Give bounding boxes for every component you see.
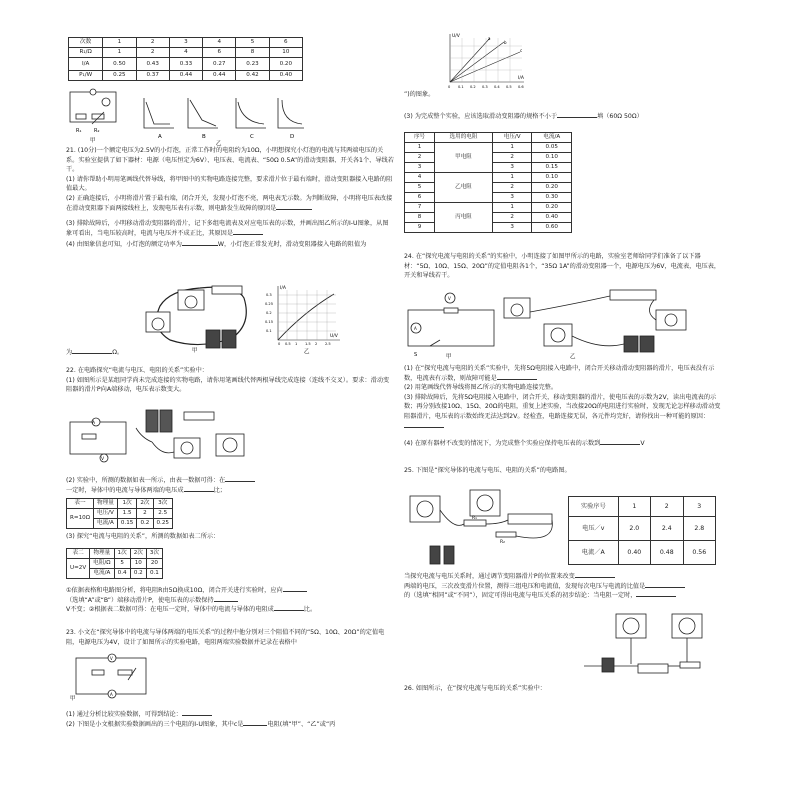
svg-text:V: V: [101, 457, 105, 462]
q23-x-tick: 0.2: [470, 85, 476, 89]
svg-text:V: V: [110, 656, 113, 661]
q23-part2: (2) 下图是小文根据实验数据画出的三个电阻的I-U图象，其中c是: [66, 720, 244, 728]
r2-label: R₂: [94, 128, 100, 134]
q21-y-tick: 0.2: [266, 311, 272, 315]
svg-text:A: A: [110, 692, 113, 697]
q21-x-tick: 1.5: [305, 342, 311, 346]
q23-graph-x-label: I/A: [518, 76, 524, 81]
svg-text:A: A: [414, 326, 417, 331]
q22-part4-block: ①依据表格和电路图分析，将电阻R由5Ω换成10Ω，闭合开关进行实验时，应向 （选填“A”或“B”）端移动滑片P，使电压表的示数保持 V不变；②根据表二数据可得：在电压一定时，导体中的电流与导体的电阻成 比。: [66, 587, 317, 614]
q21-part3: (3) 排除故障后，小明移动滑动变阻器的滑片，记下多组电流表及对应电压表的示数，并画出图乙所示的I-U图象，从图象可看出，当电压较高时，电流与电压并不成正比，其原因是: [66, 220, 389, 237]
q23-curve-label: c: [520, 48, 523, 53]
q25-r2-label: R₂: [500, 540, 505, 545]
q21-apparatus-figure-jia: [140, 278, 260, 354]
q22-part2: (2) 实验中，所测的数据如表一所示，由表一数据可得：在: [66, 477, 226, 484]
option-c-label: C: [250, 134, 254, 140]
svg-text:A: A: [92, 421, 96, 426]
svg-text:S: S: [414, 352, 418, 358]
option-a-label: A: [158, 134, 162, 140]
q21-y-tick: 0.3: [266, 293, 272, 297]
r1-label: R₁: [76, 128, 82, 134]
q21-part4: (4) 由图象信息可知，小灯泡的额定功率为: [66, 241, 182, 249]
fig-label-yi: 乙: [216, 141, 222, 146]
q25-answer-blank-3[interactable]: [636, 596, 676, 597]
question-21: 21. (10分)一个额定电压为2.5V的小灯泡，正常工作时的电阻约为10Ω，小明想探究小灯泡的电流与其两端电压的关系。实验室提供了如下器材：电源（电压恒定为6V）、电压表、电流表、“50Ω 0.5A”的滑动变阻器、开关各1个、导线若干。 (1) 请你帮助小明用笔画线代替导线，将甲图中的实物电路连接完整，要求滑片位于最右端时，滑动变阻器接入电路的阻值最大。 (2) 正确连接后，小明将滑片置于最右端，闭合开关，发现小灯泡不亮，两电表无示数。为判断故障，小明将电压表改接在滑动变阻器下面两接线柱上，发现电压表有示数，则电路发生故障的原因是 (3) 排除故障后，小明移动滑动变阻器的滑片，记下多组电流表及对应电压表的示数，并画出图乙所示的I-U图象，从图象可看出，当电压较高时，电流与电压并不成正比，其原因是 (4) 由图象信息可知，小灯泡的额定功率为 W，小灯泡正常发光时，滑动变阻器接入电路的阻值为: [66, 147, 394, 249]
q23-answer-blank-1[interactable]: [182, 715, 212, 716]
q24-stem: 24. 在“探究电流与电阻的关系”的实验中，小明连接了如图甲所示的电路，实验室老师给同学们准备了以下器材：“5Ω、10Ω、15Ω、20Ω”的定值电阻各1个，“35Ω 1A”的滑动变阻器一个，电源电压为6V，电流表，电压表，开关和导线若干。: [404, 253, 721, 280]
q25-stem: 25. 下图是“探究导体的电流与电压、电阻的关系”的电路图。: [404, 467, 571, 474]
q22-table-2-condition: U=2V: [67, 559, 90, 579]
q24-answer-blank-4[interactable]: [600, 444, 640, 445]
q21-graph-y-label: I/A: [280, 286, 286, 291]
q22-table-1-title: 表一: [67, 499, 94, 509]
q21-x-tick: 1: [295, 342, 298, 346]
q24-fig-label-yi: 乙: [570, 354, 576, 360]
question-22: [66, 366, 394, 395]
q23-x-tick: 0.6: [518, 85, 524, 89]
q21-answer-blank-3[interactable]: [233, 234, 263, 235]
q23-answer-blank-3[interactable]: [557, 117, 597, 118]
q22-part2-block: (2) 实验中，所测的数据如表一所示，由表一数据可得：在 一定时，导体中的电流与导体两端的电压成 比；: [66, 476, 394, 495]
question-24: [404, 252, 724, 281]
q21-answer-blank-4a[interactable]: [182, 245, 218, 246]
q23-parts: (1) 通过分析比较实验数据，可得到结论： (2) 下图是小文根据实验数据画出的三个电阻的I-U图象，其中c是 电阻(填“甲”、“乙”或“丙: [66, 711, 336, 728]
q22-answer-blank-2a[interactable]: [225, 481, 255, 482]
q22-table-1-condition: R=10Ω: [67, 509, 94, 529]
table-header: P₁/W: [69, 71, 103, 81]
q23-data-table: 序号 选用的电阻 电压/V 电流/A 1 甲电阻 1 0.05 2 2 0.10 3 3 0.15 4 乙电阻 1 0.10 5 2 0.20 6 3 0.30 7 丙电阻 1 0.20 8 2 0.40 9 3 0.60: [404, 132, 572, 233]
q21-y-tick: 0.25: [265, 302, 274, 306]
q25-answer-blank-2[interactable]: [645, 587, 685, 588]
question-23: [66, 628, 394, 647]
q23-graph-y-label: U/V: [452, 34, 460, 39]
q25-part1: 当探究电流与电压关系时，通过调节变阻器滑片P的位置来改变: [404, 573, 575, 580]
q22-part4: ①依据表格和电路图分析，将电阻R由5Ω换成10Ω，闭合开关进行实验时，应向: [66, 587, 283, 594]
q21-iu-graph: [264, 282, 344, 354]
q23-part3: (3) 为完成整个实验，应该选取滑动变阻器的规格不小于: [404, 113, 558, 120]
q22-stem: 22. 在电路探究“电流与电压、电阻的关系”实验中：: [66, 367, 208, 374]
top-data-table: 次数 1 2 3 4 5 6 R₁/Ω 1 2 4 6 8 10 I/A 0.50 0.43 0.33 0.27 0.23 0.20 P₁/W 0.25 0.37 0.44 0.44 0.42 0.40: [68, 37, 303, 81]
q22-answer-blank-4a[interactable]: [283, 591, 307, 592]
fig-label-jia: 甲: [90, 138, 96, 144]
table-header: I/A: [69, 58, 103, 71]
q21-part2: (2) 正确连接后，小明将滑片置于最右端，闭合开关，发现小灯泡不亮，两电表无示数。为判断故障，小明将电压表改接在滑动变阻器下面两接线柱上，发现电压表有示数，则电路发生故障的原因是: [66, 195, 393, 212]
q23-answer-blank-2[interactable]: [243, 725, 267, 726]
q22-table-2-title: 表二: [67, 549, 90, 559]
q25-data-table: 实验序号 1 2 3 电压／v 2.0 2.4 2.8 电流／A 0.40 0.48 0.56: [568, 496, 716, 565]
q23-x-tick: 0.1: [458, 85, 464, 89]
q23-x-tick: 0.4: [494, 85, 500, 89]
q21-fig-label-jia: 甲: [192, 348, 198, 354]
q24-fig-label-jia: 甲: [446, 354, 452, 360]
q25-r1-label: R₁: [472, 516, 477, 521]
q22-answer-blank-2b[interactable]: [184, 491, 214, 492]
q23-part1: (1) 通过分析比较实验数据，可得到结论：: [66, 711, 182, 718]
q24-part3: (3) 排除故障后，先将5Ω电阻接入电路中，闭合开关，移动变阻器的滑片，使电压表的示数为2V，读出电流表的示数；再分别改接10Ω、15Ω、20Ω的电阻，重复上述实验，当改接20Ω的电阻进行实验时，发现无论怎样移动滑动变阻器滑片，电压表的示数始终无法达到2V。经检查，电路连接无误，各元件均完好，请你找出一种可能的原因：: [404, 393, 721, 421]
q21-x-tick: 2.5: [325, 342, 331, 346]
q25-parts: 当探究电流与电压关系时，通过调节变阻器滑片P的位置来改变 两端的电压，三次改变滑片位置，测得三组电压和电流值，发现每次电压与电流的比值是 的（选填“相同”或“不同”），固定可得出电流与电压关系的初步结论：当电阻一定时，: [404, 572, 724, 601]
q22-table-1-wrapper: [66, 498, 173, 529]
q22-part1: (1) 如图所示是某组同学尚未完成连接的实物电路，请你用笔画线代替两根导线完成连接（连线不交叉）。要求：滑动变阻器的滑片P向A端移动，电压表示数变大。: [66, 376, 390, 394]
q21-x-tick: 2: [315, 342, 318, 346]
q24-circuit-figures: [404, 284, 714, 360]
q22-answer-blank-4b[interactable]: [214, 601, 238, 602]
q23-stem: 23. 小文在“探究导体中的电流与导体两端的电压关系”的过程中他分别对三个阻值不同的“5Ω、10Ω、20Ω”的定值电阻，电源电压为4V，设计了如图所示的实验电路，电阻两端实验数据并记录在表格中: [66, 629, 385, 646]
q21-answer-blank-2[interactable]: [276, 209, 312, 210]
q23-iu-graph: [434, 30, 534, 96]
q23-curve-label: b: [504, 40, 507, 45]
q21-resistance-blank-prefix: 为: [66, 349, 73, 356]
q23-x-tick: 0.3: [482, 85, 488, 89]
option-d-label: D: [290, 134, 295, 140]
q22-table-1: 表一 物理量 1次 2次 3次 R=10Ω 电压/V 1.5 2 2.5 电流/A 0.15 0.2 0.25: [66, 498, 173, 529]
q24-part1: (1) 在“探究电流与电阻的关系”实验中，先将5Ω电阻接入电路中，闭合开关移动滑动变阻器的滑片，电压表没有示数，电流表有示数，则故障可能是: [404, 365, 715, 382]
q21-y-tick: 0.15: [265, 320, 274, 324]
option-b-label: B: [202, 134, 206, 140]
q24-answer-blank-3[interactable]: [404, 427, 444, 428]
q21-answer-blank-4b[interactable]: [72, 353, 112, 354]
q24-parts: (1) 在“探究电流与电阻的关系”实验中，先将5Ω电阻接入电路中，闭合开关移动滑动变阻器的滑片，电压表没有示数，电流表有示数，则故障可能是 (2) 用笔画线代替导线将图乙所示的实物电路连接完整。 (3) 排除故障后，先将5Ω电阻接入电路中，闭合开关，移动变阻器的滑片，使电压表的示数为2V，读出电流表的示数；再分别改接10Ω、15Ω、20Ω的电阻，重复上述实验，当改接20Ω的电阻进行实验时，发现无论怎样移动滑动变阻器滑片，电压表的示数始终无法达到2V。经检查，电路连接无误，各元件均完好，请你找出一种可能的原因： (4) 在原有器材不改变的情况下，为完成整个实验应保持电压表的示数到 V: [404, 364, 724, 449]
svg-text:V: V: [448, 296, 451, 301]
q23-fig-label-jia: 甲: [70, 696, 76, 702]
q25-circuit-figure: [404, 480, 564, 572]
q24-part2: (2) 用笔画线代替导线将图乙所示的实物电路连接完整。: [404, 384, 558, 392]
q23-x-tick: 0: [448, 85, 451, 89]
q21-x-tick: 0.5: [285, 342, 291, 346]
q23-continuation: ”)的图象。: [404, 91, 435, 98]
q23-x-tick: 0.5: [506, 85, 512, 89]
q22-table-2-wrapper: [66, 548, 163, 579]
q21-graph-x-label: U/V: [330, 334, 338, 339]
q22-part3: (3) 探究“电流与电阻的关系”，所测的数据如表二所示：: [66, 533, 220, 540]
q22-answer-blank-4c[interactable]: [274, 610, 304, 611]
q22-circuit-figure: [66, 398, 286, 468]
q21-y-tick: 0.1: [266, 329, 272, 333]
table-header: 次数: [69, 38, 103, 48]
q22-table-2: 表二 物理量 1次 2次 3次 U=2V 电阻/Ω 5 10 20 电流/A 0.4 0.2 0.1: [66, 548, 163, 579]
top-circuit-and-graphs-figure: [66, 88, 306, 146]
q26-apparatus-figure: [580, 610, 720, 690]
q21-fig-label-yi: 乙: [304, 349, 310, 354]
q24-answer-blank-1[interactable]: [497, 379, 537, 380]
table-header: R₁/Ω: [69, 48, 103, 58]
q24-part4: (4) 在原有器材不改变的情况下，为完成整个实验应保持电压表的示数到: [404, 440, 601, 448]
q21-part1: (1) 请你帮助小明用笔画线代替导线，将甲图中的实物电路连接完整，要求滑片位于最右端时，滑动变阻器接入电路的阻值最大。: [66, 175, 393, 193]
q25-answer-blank-1[interactable]: [575, 577, 615, 578]
q23-circuit-figure: [66, 652, 166, 702]
q26-stem: 26. 如图所示，在“探究电流与电压的关系”实验中：: [404, 685, 546, 692]
q21-stem: 21. (10分)一个额定电压为2.5V的小灯泡，正常工作时的电阻约为10Ω，小明想探究小灯泡的电流与其两端电压的关系。实验室提供了如下器材：电源（电压恒定为6V）、电压表、电流表、“50Ω 0.5A”的滑动变阻器、开关各1个、导线若干。: [66, 147, 394, 174]
q23-curve-label: a: [488, 36, 491, 41]
q21-x-tick: 0: [278, 342, 281, 346]
